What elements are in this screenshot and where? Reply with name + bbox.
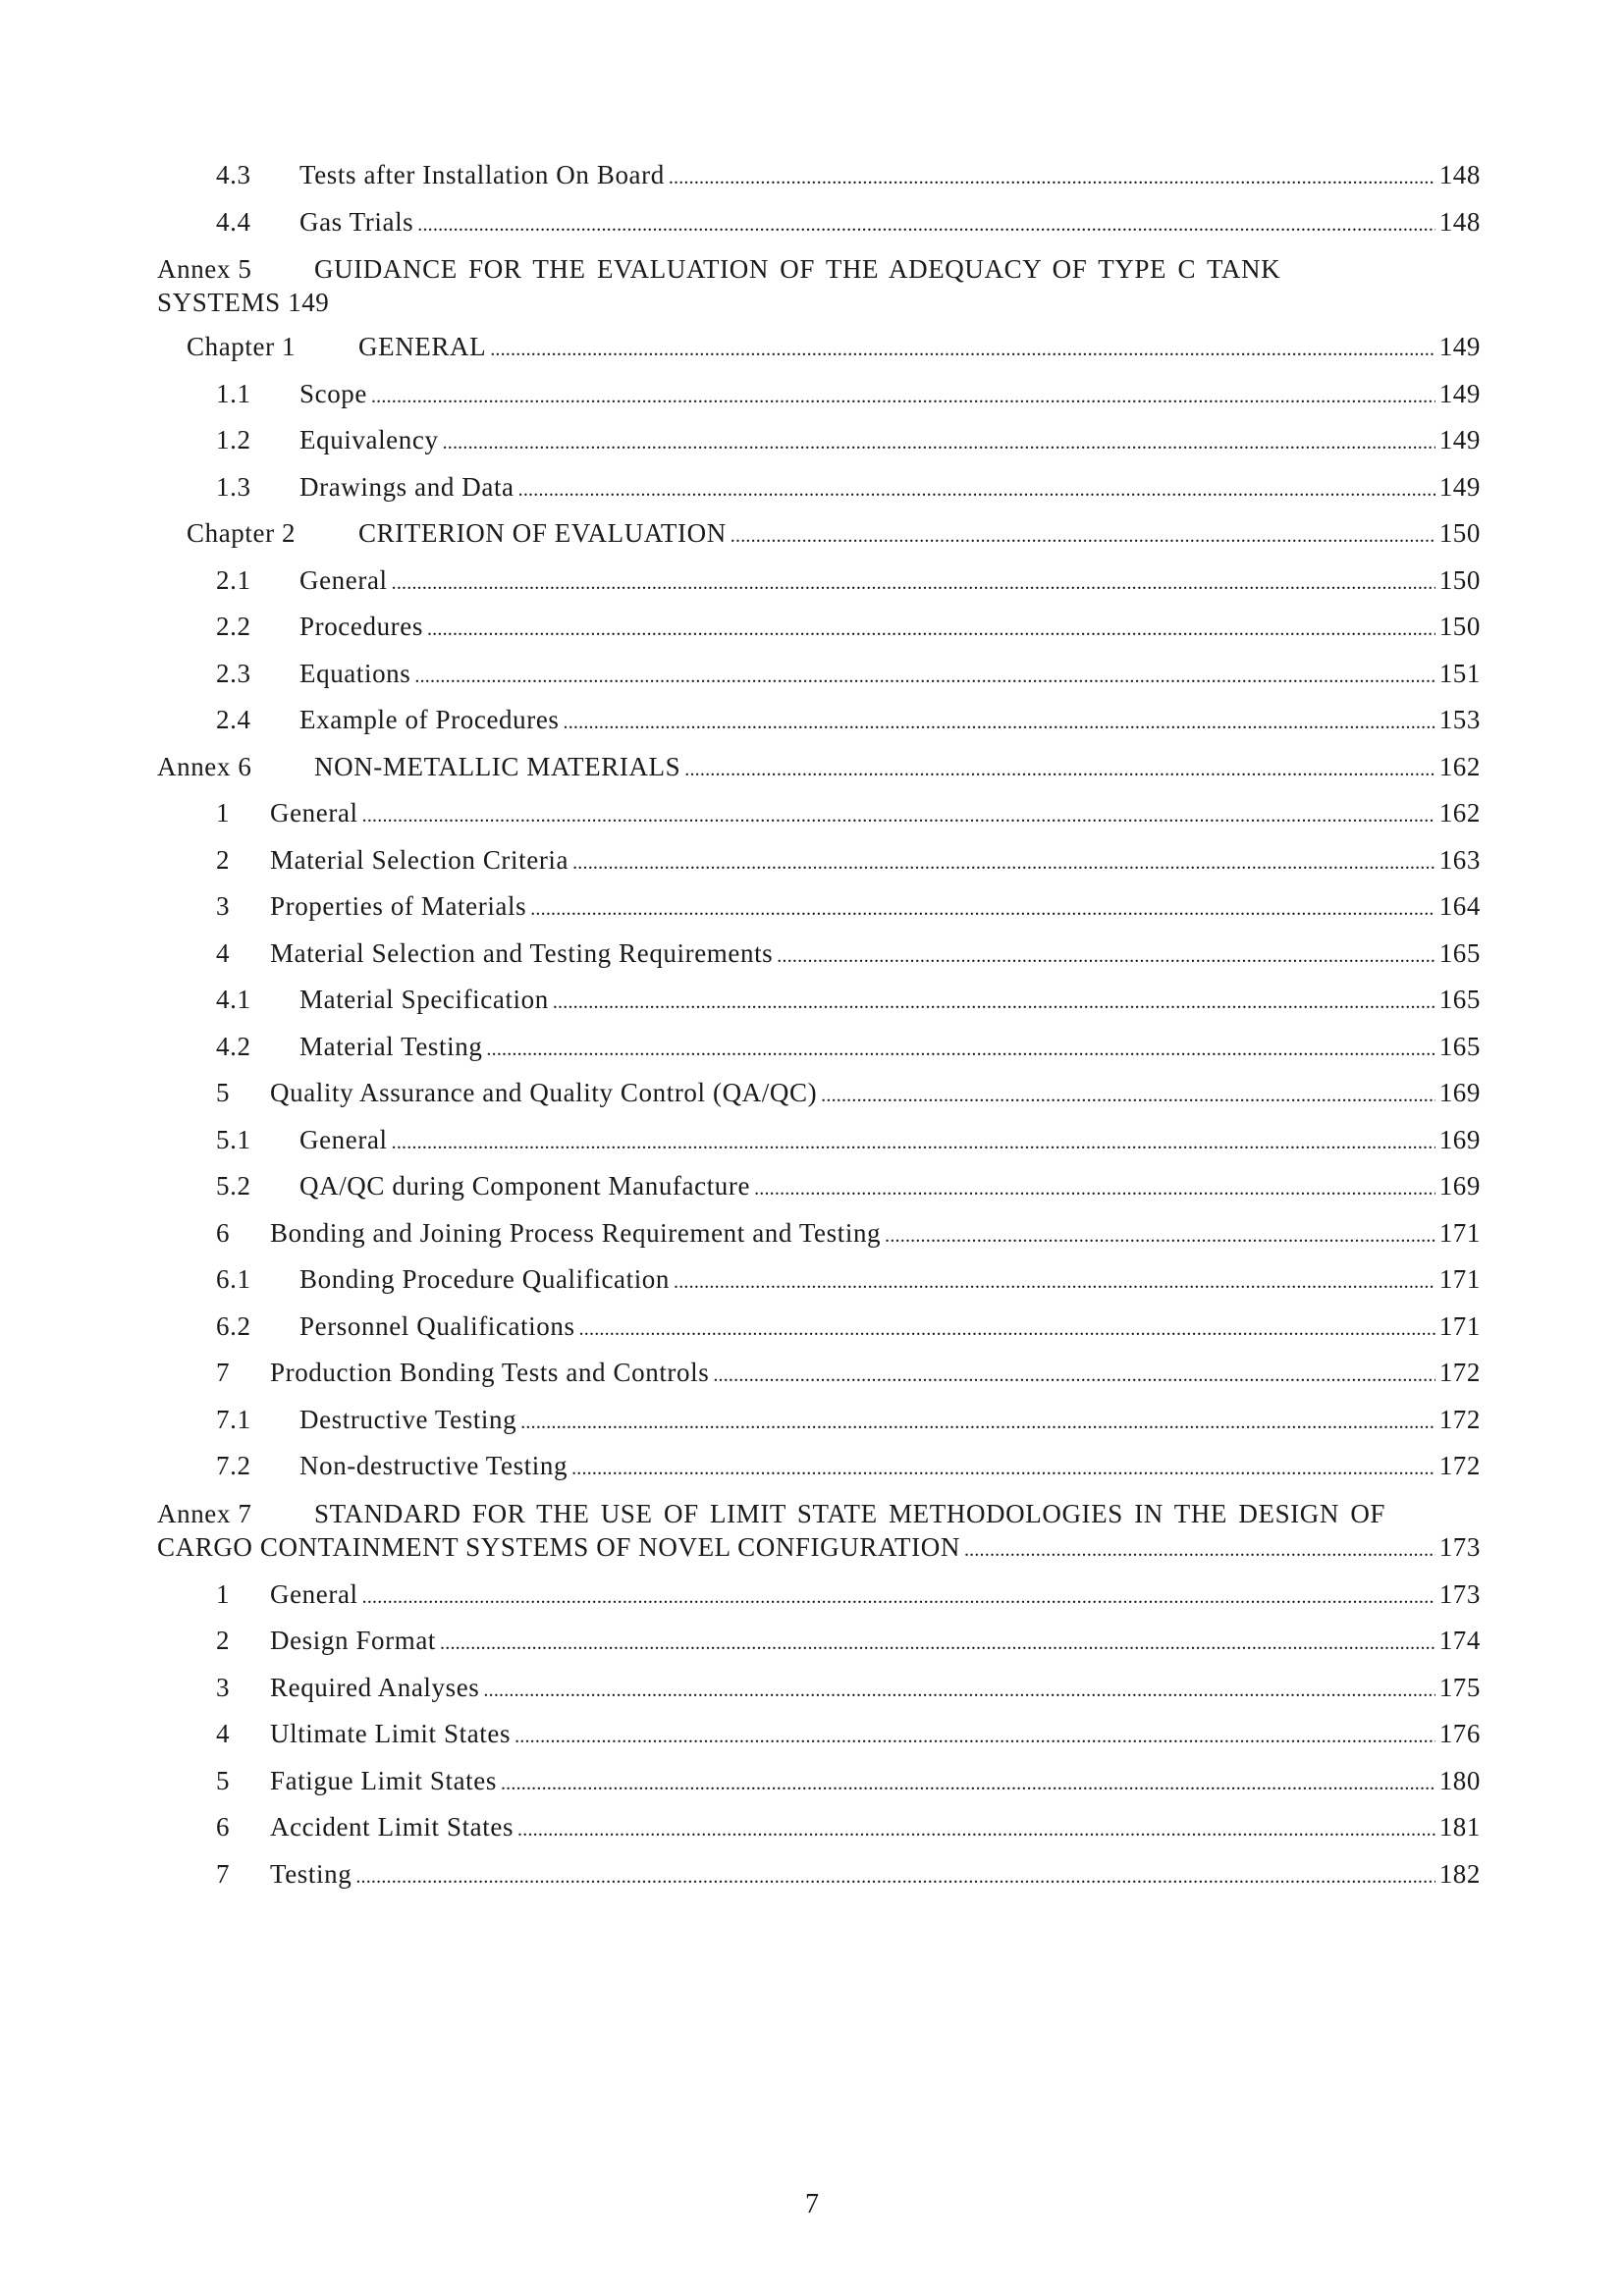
toc-entry-number: 1.1: [216, 378, 251, 408]
dot-leader: [414, 651, 1435, 701]
toc-entry-sub[interactable]: [157, 1117, 1481, 1164]
toc-entry-title: Accident Limit States: [270, 1812, 514, 1842]
toc-entry-sub[interactable]: [157, 651, 1481, 698]
dot-leader: [684, 744, 1435, 794]
dot-leader: [731, 510, 1435, 561]
dot-leader: [579, 1304, 1435, 1354]
toc-entry-top[interactable]: [157, 1758, 1481, 1805]
toc-entry-sub[interactable]: [157, 1024, 1481, 1071]
toc-entry-top[interactable]: [157, 1711, 1481, 1758]
toc-entry-number: 6.1: [216, 1264, 251, 1294]
toc-entry-title: Material Specification: [299, 985, 549, 1014]
dot-leader: [964, 1530, 1435, 1567]
table-of-contents: [157, 152, 1481, 1897]
toc-entry-annex[interactable]: [157, 1490, 1481, 1572]
dot-leader: [486, 1024, 1435, 1074]
toc-entry-title: Ultimate Limit States: [270, 1719, 512, 1748]
dot-leader: [514, 1711, 1435, 1761]
toc-entry-sub[interactable]: [157, 604, 1481, 651]
toc-entry-number: 1: [216, 798, 231, 828]
toc-entry-title: General: [299, 564, 388, 595]
toc-entry-page: 180: [1438, 1765, 1481, 1795]
toc-entry-sub[interactable]: [157, 697, 1481, 744]
toc-entry-page: 172: [1438, 1404, 1481, 1434]
toc-entry-page: 173: [1438, 1578, 1481, 1609]
dot-leader: [669, 152, 1435, 202]
toc-entry-number: 5: [216, 1765, 231, 1795]
dot-leader: [417, 199, 1435, 249]
toc-entry-number: Chapter 1: [187, 332, 297, 361]
toc-entry-page: 169: [1438, 1124, 1481, 1154]
toc-entry-number: 7.2: [216, 1451, 251, 1480]
dot-leader: [674, 1256, 1435, 1307]
toc-entry-number: 5.2: [216, 1171, 251, 1201]
toc-entry-sub[interactable]: [157, 1443, 1481, 1490]
toc-entry-page: 172: [1438, 1451, 1481, 1480]
toc-entry-sub[interactable]: [157, 977, 1481, 1024]
toc-entry-page: 175: [1438, 1672, 1481, 1702]
toc-entry-number: 4: [216, 1719, 231, 1748]
toc-entry-number: Annex 6: [157, 751, 252, 781]
toc-entry-chapter[interactable]: [157, 324, 1481, 371]
toc-entry-number: 7: [216, 1858, 231, 1889]
dot-leader: [440, 1618, 1435, 1668]
toc-entry-title: Example of Procedures: [299, 705, 560, 734]
toc-entry-top[interactable]: [157, 1851, 1481, 1898]
toc-entry-page: 149: [1438, 378, 1481, 408]
toc-entry-number: 1: [216, 1578, 231, 1609]
toc-entry-number: 4.3: [216, 160, 251, 189]
toc-entry-number: 4.1: [216, 985, 251, 1014]
toc-entry-number: 4: [216, 937, 231, 968]
toc-entry-number: 6.2: [216, 1310, 251, 1341]
toc-entry-page: 150: [1438, 518, 1481, 548]
toc-entry-top[interactable]: [157, 1665, 1481, 1712]
toc-entry-page: 173: [1438, 1531, 1481, 1562]
dot-leader: [777, 931, 1435, 981]
toc-entry-annex[interactable]: [157, 245, 1481, 324]
toc-entry-top[interactable]: [157, 1210, 1481, 1257]
toc-entry-top[interactable]: [157, 1350, 1481, 1397]
dot-leader: [572, 837, 1435, 887]
toc-entry-page: 149: [1438, 425, 1481, 454]
toc-entry-title: Quality Assurance and Quality Control (QA/QC): [270, 1078, 818, 1107]
toc-entry-page: 148: [1438, 206, 1481, 237]
page-number: 7: [805, 2189, 819, 2219]
toc-entry-page: 182: [1438, 1858, 1481, 1889]
toc-entry-number: 2.4: [216, 705, 251, 734]
toc-entry-top[interactable]: [157, 837, 1481, 884]
toc-entry-top[interactable]: [157, 931, 1481, 978]
toc-entry-page: 165: [1438, 1031, 1481, 1061]
toc-entry-page: 165: [1438, 985, 1481, 1014]
toc-entry-number: 2.3: [216, 658, 251, 688]
toc-entry-title: CRITERION OF EVALUATION: [358, 518, 727, 548]
toc-entry-title: Bonding Procedure Qualification: [299, 1264, 671, 1294]
toc-entry-number: 2: [216, 844, 231, 875]
dot-leader: [571, 1443, 1435, 1493]
toc-entry-annex[interactable]: [157, 744, 1481, 791]
dot-leader: [713, 1350, 1435, 1400]
toc-entry-number: 5.1: [216, 1124, 251, 1154]
toc-entry-title: Production Bonding Tests and Controls: [270, 1358, 710, 1387]
toc-entry-title: Equivalency: [299, 425, 439, 454]
toc-entry-title: General: [299, 1124, 388, 1154]
toc-entry-page: 149: [1438, 332, 1481, 361]
toc-entry-title: Fatigue Limit States: [270, 1765, 497, 1795]
toc-entry-page: 176: [1438, 1719, 1481, 1748]
toc-entry-top[interactable]: [157, 1804, 1481, 1851]
toc-entry-sub[interactable]: [157, 1163, 1481, 1210]
toc-entry-page: 169: [1438, 1171, 1481, 1201]
dot-leader: [530, 883, 1435, 934]
toc-entry-title: Equations: [299, 658, 411, 688]
toc-entry-title-cont: SYSTEMS 149: [157, 288, 330, 317]
toc-entry-number: Annex 7: [157, 1498, 252, 1528]
toc-entry-title: GENERAL: [358, 332, 487, 361]
toc-entry-sub[interactable]: [157, 464, 1481, 511]
toc-entry-title: Scope: [299, 378, 367, 408]
toc-entry-sub[interactable]: [157, 371, 1481, 418]
toc-entry-page: 171: [1438, 1264, 1481, 1294]
toc-entry-page: 150: [1438, 612, 1481, 641]
toc-entry-title: General: [270, 1578, 358, 1609]
dot-leader: [520, 1397, 1435, 1447]
toc-entry-page: 165: [1438, 937, 1481, 968]
toc-entry-title: Destructive Testing: [299, 1404, 517, 1434]
toc-entry-title: Procedures: [299, 612, 423, 641]
toc-entry-number: 1.3: [216, 471, 251, 502]
toc-entry-sub[interactable]: [157, 1397, 1481, 1444]
toc-entry-number: 4.2: [216, 1031, 251, 1061]
toc-entry-page: 169: [1438, 1078, 1481, 1107]
toc-entry-number: 6: [216, 1217, 231, 1248]
toc-entry-title-cont: CARGO CONTAINMENT SYSTEMS OF NOVEL CONFIGURATION: [157, 1531, 960, 1562]
toc-entry-title: Tests after Installation On Board: [299, 160, 665, 189]
dot-leader: [392, 1117, 1435, 1167]
toc-entry-title: Bonding and Joining Process Requirement and Testing: [270, 1217, 882, 1248]
toc-entry-number: 1.2: [216, 425, 251, 454]
toc-entry-title: General: [270, 798, 358, 828]
toc-entry-top[interactable]: [157, 883, 1481, 931]
toc-entry-number: 7: [216, 1358, 231, 1387]
dot-leader: [754, 1163, 1435, 1213]
toc-entry-page: 164: [1438, 891, 1481, 921]
dot-leader: [564, 697, 1435, 747]
dot-leader: [392, 558, 1435, 608]
toc-entry-number: 2.2: [216, 612, 251, 641]
toc-entry-title: Personnel Qualifications: [299, 1310, 575, 1341]
toc-entry-page: 171: [1438, 1310, 1481, 1341]
dot-leader: [483, 1665, 1435, 1715]
toc-entry-page: 148: [1438, 160, 1481, 189]
toc-entry-top[interactable]: [157, 1572, 1481, 1619]
toc-entry-number: 2: [216, 1626, 231, 1655]
toc-entry-page: 171: [1438, 1217, 1481, 1248]
toc-entry-title: Required Analyses: [270, 1672, 480, 1702]
dot-leader: [821, 1070, 1435, 1120]
dot-leader: [885, 1210, 1435, 1260]
toc-entry-page: 151: [1438, 658, 1481, 688]
toc-entry-title: Gas Trials: [299, 206, 414, 237]
toc-entry-sub[interactable]: [157, 199, 1481, 246]
toc-entry-page: 163: [1438, 844, 1481, 875]
toc-entry-number: 6: [216, 1812, 231, 1842]
toc-entry-top[interactable]: [157, 790, 1481, 837]
toc-entry-sub[interactable]: [157, 152, 1481, 199]
toc-entry-number: 7.1: [216, 1404, 251, 1434]
toc-entry-chapter[interactable]: [157, 510, 1481, 558]
toc-entry-page: 172: [1438, 1358, 1481, 1387]
toc-entry-sub[interactable]: [157, 1304, 1481, 1351]
dot-leader: [553, 977, 1435, 1027]
toc-entry-sub[interactable]: [157, 417, 1481, 464]
toc-entry-number: 4.4: [216, 206, 251, 237]
toc-entry-number: 3: [216, 1672, 231, 1702]
toc-entry-title: STANDARD FOR THE USE OF LIMIT STATE METHODOLOGIES IN THE DESIGN OF: [314, 1498, 1386, 1528]
toc-entry-number: Chapter 2: [187, 518, 297, 548]
toc-entry-page: 153: [1438, 705, 1481, 734]
dot-leader: [501, 1758, 1435, 1808]
dot-leader: [518, 464, 1435, 514]
dot-leader: [427, 604, 1435, 654]
dot-leader: [362, 790, 1435, 840]
toc-entry-title: Testing: [270, 1858, 352, 1889]
dot-leader: [517, 1804, 1435, 1854]
toc-entry-page: 162: [1438, 751, 1481, 781]
toc-entry-title: QA/QC during Component Manufacture: [299, 1171, 751, 1201]
toc-entry-title: Design Format: [270, 1626, 437, 1655]
toc-entry-number: 2.1: [216, 564, 251, 595]
toc-entry-page: 162: [1438, 798, 1481, 828]
toc-entry-title: Material Selection Criteria: [270, 844, 569, 875]
toc-entry-number: 3: [216, 891, 231, 921]
dot-leader: [371, 371, 1435, 421]
toc-entry-title: Drawings and Data: [299, 471, 514, 502]
toc-entry-title: Non-destructive Testing: [299, 1451, 568, 1480]
toc-entry-page: 174: [1438, 1626, 1481, 1655]
toc-entry-title: Material Testing: [299, 1031, 483, 1061]
toc-entry-top[interactable]: [157, 1070, 1481, 1117]
toc-entry-title: GUIDANCE FOR THE EVALUATION OF THE ADEQUACY OF TYPE C TANK: [314, 254, 1281, 284]
toc-entry-title: NON-METALLIC MATERIALS: [314, 751, 681, 781]
dot-leader: [362, 1572, 1435, 1622]
dot-leader: [443, 417, 1435, 467]
toc-entry-page: 149: [1438, 471, 1481, 502]
dot-leader: [490, 324, 1435, 374]
toc-entry-page: 150: [1438, 564, 1481, 595]
toc-entry-title: Properties of Materials: [270, 891, 527, 921]
toc-entry-number: Annex 5: [157, 254, 252, 284]
toc-entry-sub[interactable]: [157, 558, 1481, 605]
toc-entry-sub[interactable]: [157, 1256, 1481, 1304]
toc-entry-page: 181: [1438, 1812, 1481, 1842]
dot-leader: [355, 1851, 1435, 1901]
toc-entry-title: Material Selection and Testing Requirements: [270, 937, 774, 968]
toc-entry-top[interactable]: [157, 1618, 1481, 1665]
toc-entry-number: 5: [216, 1078, 231, 1107]
